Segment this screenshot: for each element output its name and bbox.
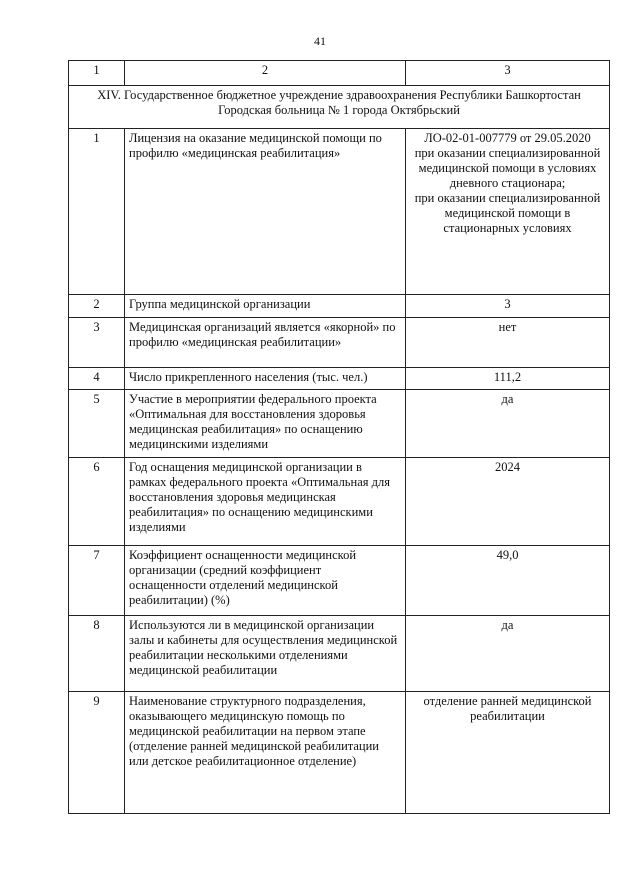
section-title-row (69, 86, 610, 129)
table-header-row (69, 61, 610, 86)
row-number: 1 (69, 129, 125, 295)
row-number: 9 (69, 692, 125, 814)
document-table (68, 60, 610, 814)
row-label: Группа медицинской организации (125, 295, 406, 318)
row-number: 8 (69, 616, 125, 692)
row-value: 111,2 (406, 368, 610, 390)
section-title: XIV. Государственное бюджетное учреждение здравоохранения Республики Башкортостан Городская больница № 1 города Октябрьский (69, 86, 610, 129)
row-label: Число прикрепленного населения (тыс. чел.) (125, 368, 406, 390)
header-col-1: 1 (69, 61, 125, 86)
table-row (69, 458, 610, 546)
table-row (69, 390, 610, 458)
table-row (69, 368, 610, 390)
row-label: Участие в мероприятии федерального проекта «Оптимальная для восстановления здоровья медицинская реабилитация» по оснащению медицинскими изделиями (125, 390, 406, 458)
table-row (69, 616, 610, 692)
row-value: отделение ранней медицинской реабилитации (406, 692, 610, 814)
row-number: 7 (69, 546, 125, 616)
row-value: да (406, 390, 610, 458)
page-number: 41 (314, 34, 326, 48)
row-label: Лицензия на оказание медицинской помощи по профилю «медицинская реабилитация» (125, 129, 406, 295)
row-number: 6 (69, 458, 125, 546)
row-number: 4 (69, 368, 125, 390)
row-label: Используются ли в медицинской организации залы и кабинеты для осуществления медицинской реабилитации несколькими отделениями медицинской реабилитации (125, 616, 406, 692)
row-label: Коэффициент оснащенности медицинской организации (средний коэффициент оснащенности отделений медицинской реабилитации) (%) (125, 546, 406, 616)
row-number: 2 (69, 295, 125, 318)
row-number: 3 (69, 318, 125, 368)
row-label: Год оснащения медицинской организации в рамках федерального проекта «Оптимальная для восстановления здоровья медицинская реабилитация» по оснащению медицинскими изделиями (125, 458, 406, 546)
row-number: 5 (69, 390, 125, 458)
row-label: Наименование структурного подразделения, оказывающего медицинскую помощь по медицинской реабилитации на первом этапе (отделение ранней медицинской реабилитации или детское реабилитационное отделение) (125, 692, 406, 814)
row-value: да (406, 616, 610, 692)
table-row (69, 129, 610, 295)
table-row (69, 318, 610, 368)
header-col-3: 3 (406, 61, 610, 86)
table-row (69, 692, 610, 814)
row-label: Медицинская организаций является «якорной» по профилю «медицинская реабилитации» (125, 318, 406, 368)
table-row (69, 295, 610, 318)
row-value: ЛО-02-01-007779 от 29.05.2020 при оказании специализированной медицинской помощи в условиях дневного стационара; при оказании специализированной медицинской помощи в стационарных условиях (406, 129, 610, 295)
row-value: 2024 (406, 458, 610, 546)
row-value: нет (406, 318, 610, 368)
row-value: 49,0 (406, 546, 610, 616)
header-col-2: 2 (125, 61, 406, 86)
row-value: 3 (406, 295, 610, 318)
table-row (69, 546, 610, 616)
